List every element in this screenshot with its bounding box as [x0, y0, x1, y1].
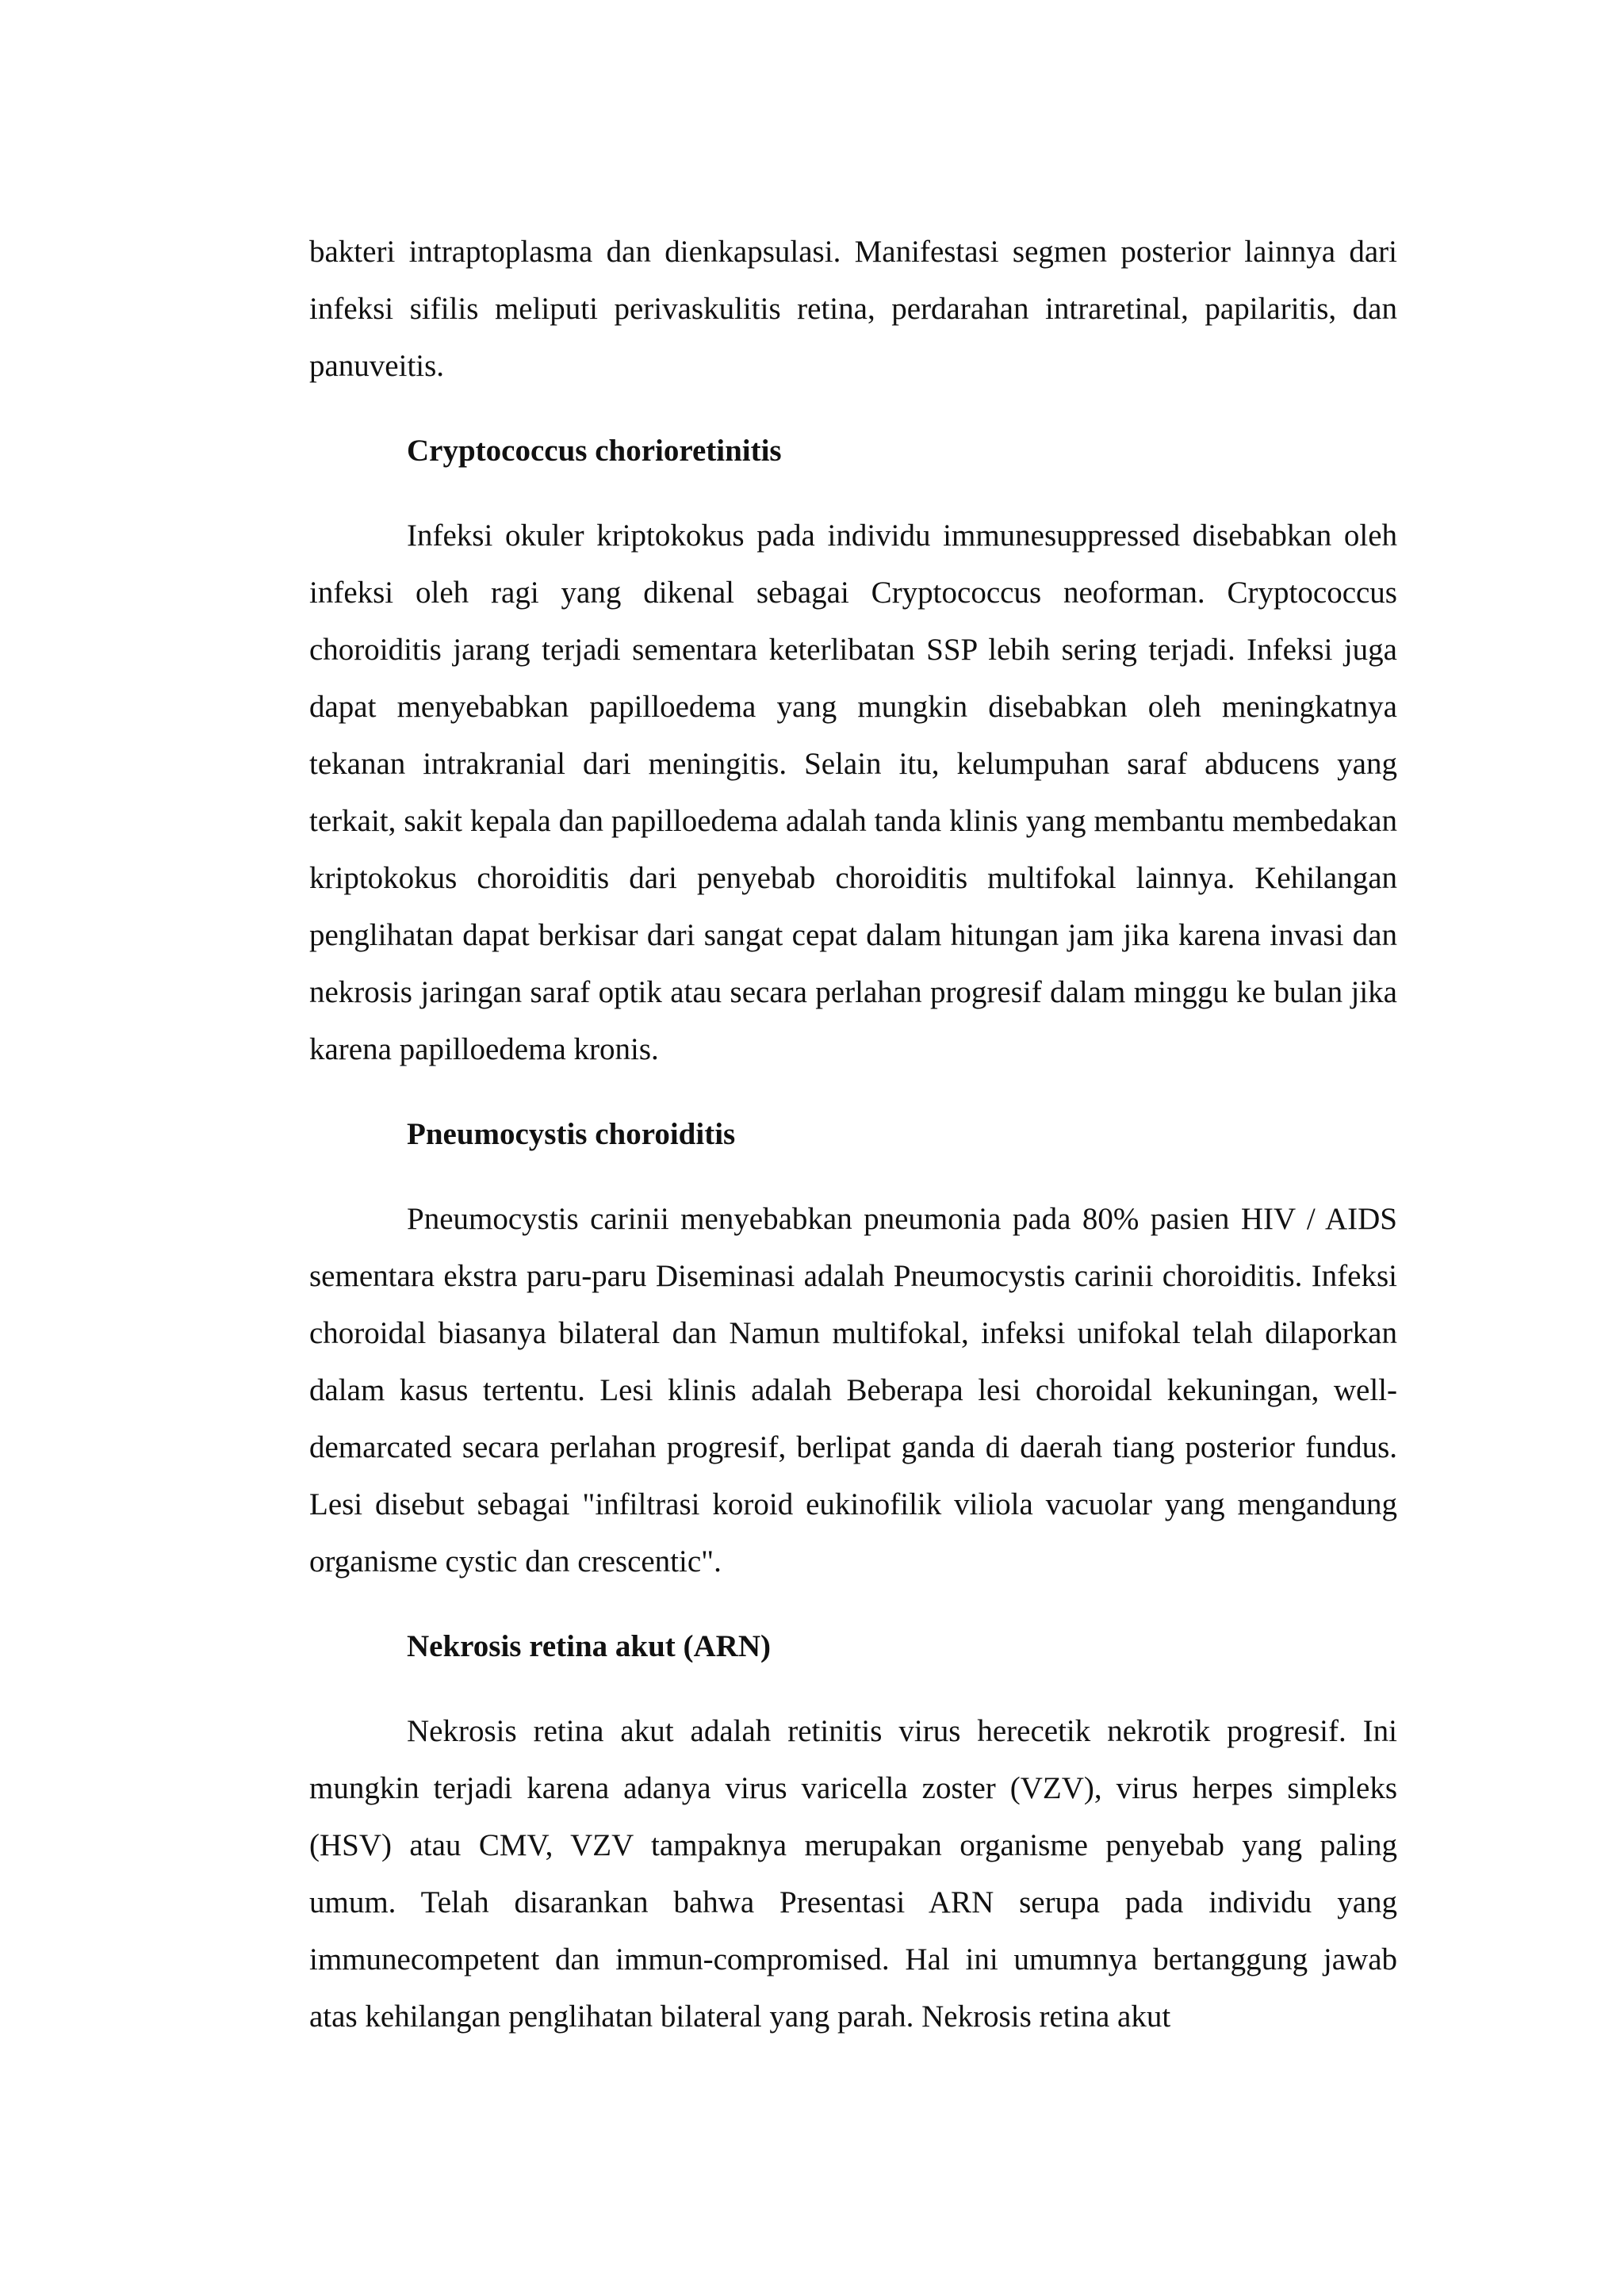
- section-paragraph-arn: Nekrosis retina akut adalah retinitis virus herecetik nekrotik progresif. Ini mungkin terjadi karena adanya virus varicella zoster (VZV), virus herpes simpleks (HSV) atau CMV, VZV tampaknya merupakan organisme penyebab yang paling umum. Telah disarankan bahwa Presentasi ARN serupa pada individu yang immunecompetent dan immun-compromised. Hal ini umumnya bertanggung jawab atas kehilangan penglihatan bilateral yang parah. Nekrosis retina akut: [309, 1714, 1397, 2034]
- section-paragraph-cryptococcus: Infeksi okuler kriptokokus pada individu immunesuppressed disebabkan oleh infeksi oleh ragi yang dikenal sebagai Cryptococcus neoforman. Cryptococcus choroiditis jarang terjadi sementara keterlibatan SSP lebih sering terjadi. Infeksi juga dapat menyebabkan papilloedema yang mungkin disebabkan oleh meningkatnya tekanan intrakranial dari meningitis. Selain itu, kelumpuhan saraf abducens yang terkait, sakit kepala dan papilloedema adalah tanda klinis yang membantu membedakan kriptokokus choroiditis dari penyebab choroiditis multifokal lainnya. Kehilangan penglihatan dapat berkisar dari sangat cepat dalam hitungan jam jika karena invasi dan nekrosis jaringan saraf optik atau secara perlahan progresif dalam minggu ke bulan jika karena papilloedema kronis.: [309, 519, 1397, 1066]
- intro-paragraph: bakteri intraptoplasma dan dienkapsulasi. Manifestasi segmen posterior lainnya dari infeksi sifilis meliputi perivaskulitis retina, perdarahan intraretinal, papilaritis, dan panuveitis.: [309, 235, 1397, 383]
- section-heading-cryptococcus: Cryptococcus chorioretinitis: [407, 434, 782, 468]
- section-heading-arn: Nekrosis retina akut (ARN): [407, 1629, 771, 1663]
- document-page: [309, 224, 1397, 2045]
- section-heading-pneumocystis: Pneumocystis choroiditis: [407, 1117, 736, 1151]
- section-paragraph-pneumocystis: Pneumocystis carinii menyebabkan pneumonia pada 80% pasien HIV / AIDS sementara ekstra paru-paru Diseminasi adalah Pneumocystis carinii choroiditis. Infeksi choroidal biasanya bilateral dan Namun multifokal, infeksi unifokal telah dilaporkan dalam kasus tertentu. Lesi klinis adalah Beberapa lesi choroidal kekuningan, well-demarcated secara perlahan progresif, berlipat ganda di daerah tiang posterior fundus. Lesi disebut sebagai "infiltrasi koroid eukinofilik viliola vacuolar yang mengandung organisme cystic dan crescentic".: [309, 1202, 1397, 1578]
